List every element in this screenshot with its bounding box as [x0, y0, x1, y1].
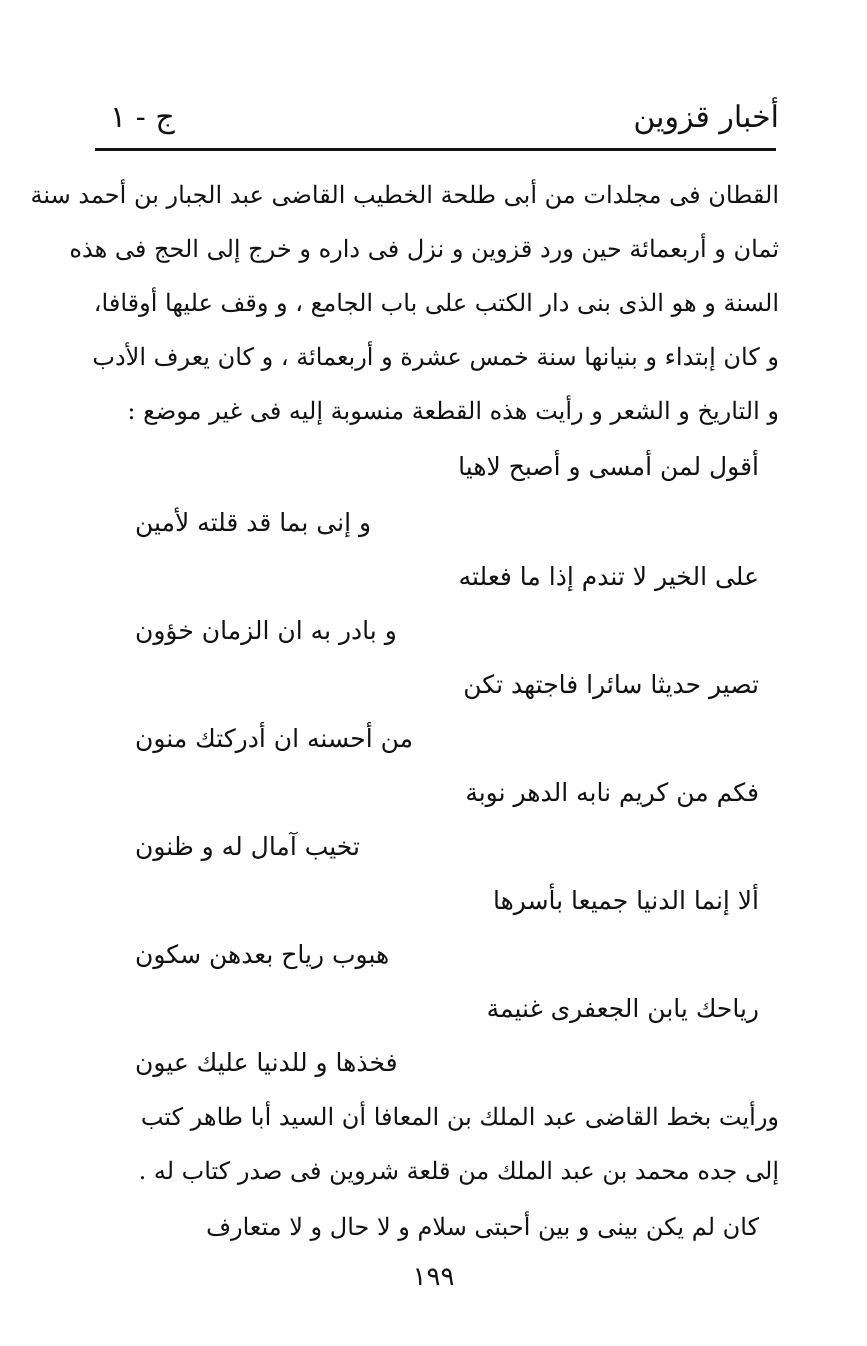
paragraph-line: القطان فى مجلدات من أبى طلحة الخطيب القاضى عبد الجبار بن أحمد سنة: [30, 181, 779, 209]
paragraph-line: إلى جده محمد بن عبد الملك من قلعة شروين فى صدر كتاب له .: [138, 1157, 779, 1185]
page-number: ١٩٩: [412, 1262, 455, 1292]
verse-line: تصير حديثا سائرا فاجتهد تكن: [463, 670, 759, 699]
verse-line: و بادر به ان الزمان خؤون: [135, 616, 397, 645]
verse-line: فكم من كريم نابه الدهر نوبة: [465, 778, 759, 807]
running-title: أخبار قزوين: [633, 100, 779, 135]
verse-line: كان لم يكن بينى و بين أحبتى سلام و لا حال و لا متعارف: [206, 1213, 759, 1241]
verse-line: هبوب رياح بعدهن سكون: [135, 940, 390, 969]
verse-line: من أحسنه ان أدركتك منون: [135, 724, 414, 753]
paragraph-line: السنة و هو الذى بنى دار الكتب على باب الجامع ، و وقف عليها أوقافا،: [93, 289, 779, 317]
verse-line: ألا إنما الدنيا جميعا بأسرها: [492, 886, 759, 915]
verse-line: على الخير لا تندم إذا ما فعلته: [458, 562, 759, 591]
volume-label: ج - ١: [110, 100, 175, 135]
paragraph-line: و كان إبتداء و بنيانها سنة خمس عشرة و أربعمائة ، و كان يعرف الأدب: [92, 343, 779, 371]
verse-line: أقول لمن أمسى و أصبح لاهيا: [458, 452, 759, 481]
verse-line: تخيب آمال له و ظنون: [135, 832, 360, 861]
paragraph-line: ورأيت بخط القاضى عبد الملك بن المعافا أن السيد أبا طاهر كتب: [140, 1103, 779, 1131]
verse-line: و إنى بما قد قلته لأمين: [135, 508, 372, 537]
verse-line: فخذها و للدنيا عليك عيون: [135, 1048, 398, 1077]
verse-line: رياحك يابن الجعفرى غنيمة: [486, 994, 759, 1023]
paragraph-line: و التاريخ و الشعر و رأيت هذه القطعة منسوبة إليه فى غير موضع :: [127, 397, 779, 425]
paragraph-line: ثمان و أربعمائة حين ورد قزوين و نزل فى داره و خرج إلى الحج فى هذه: [69, 235, 779, 263]
header-rule: [95, 148, 776, 151]
